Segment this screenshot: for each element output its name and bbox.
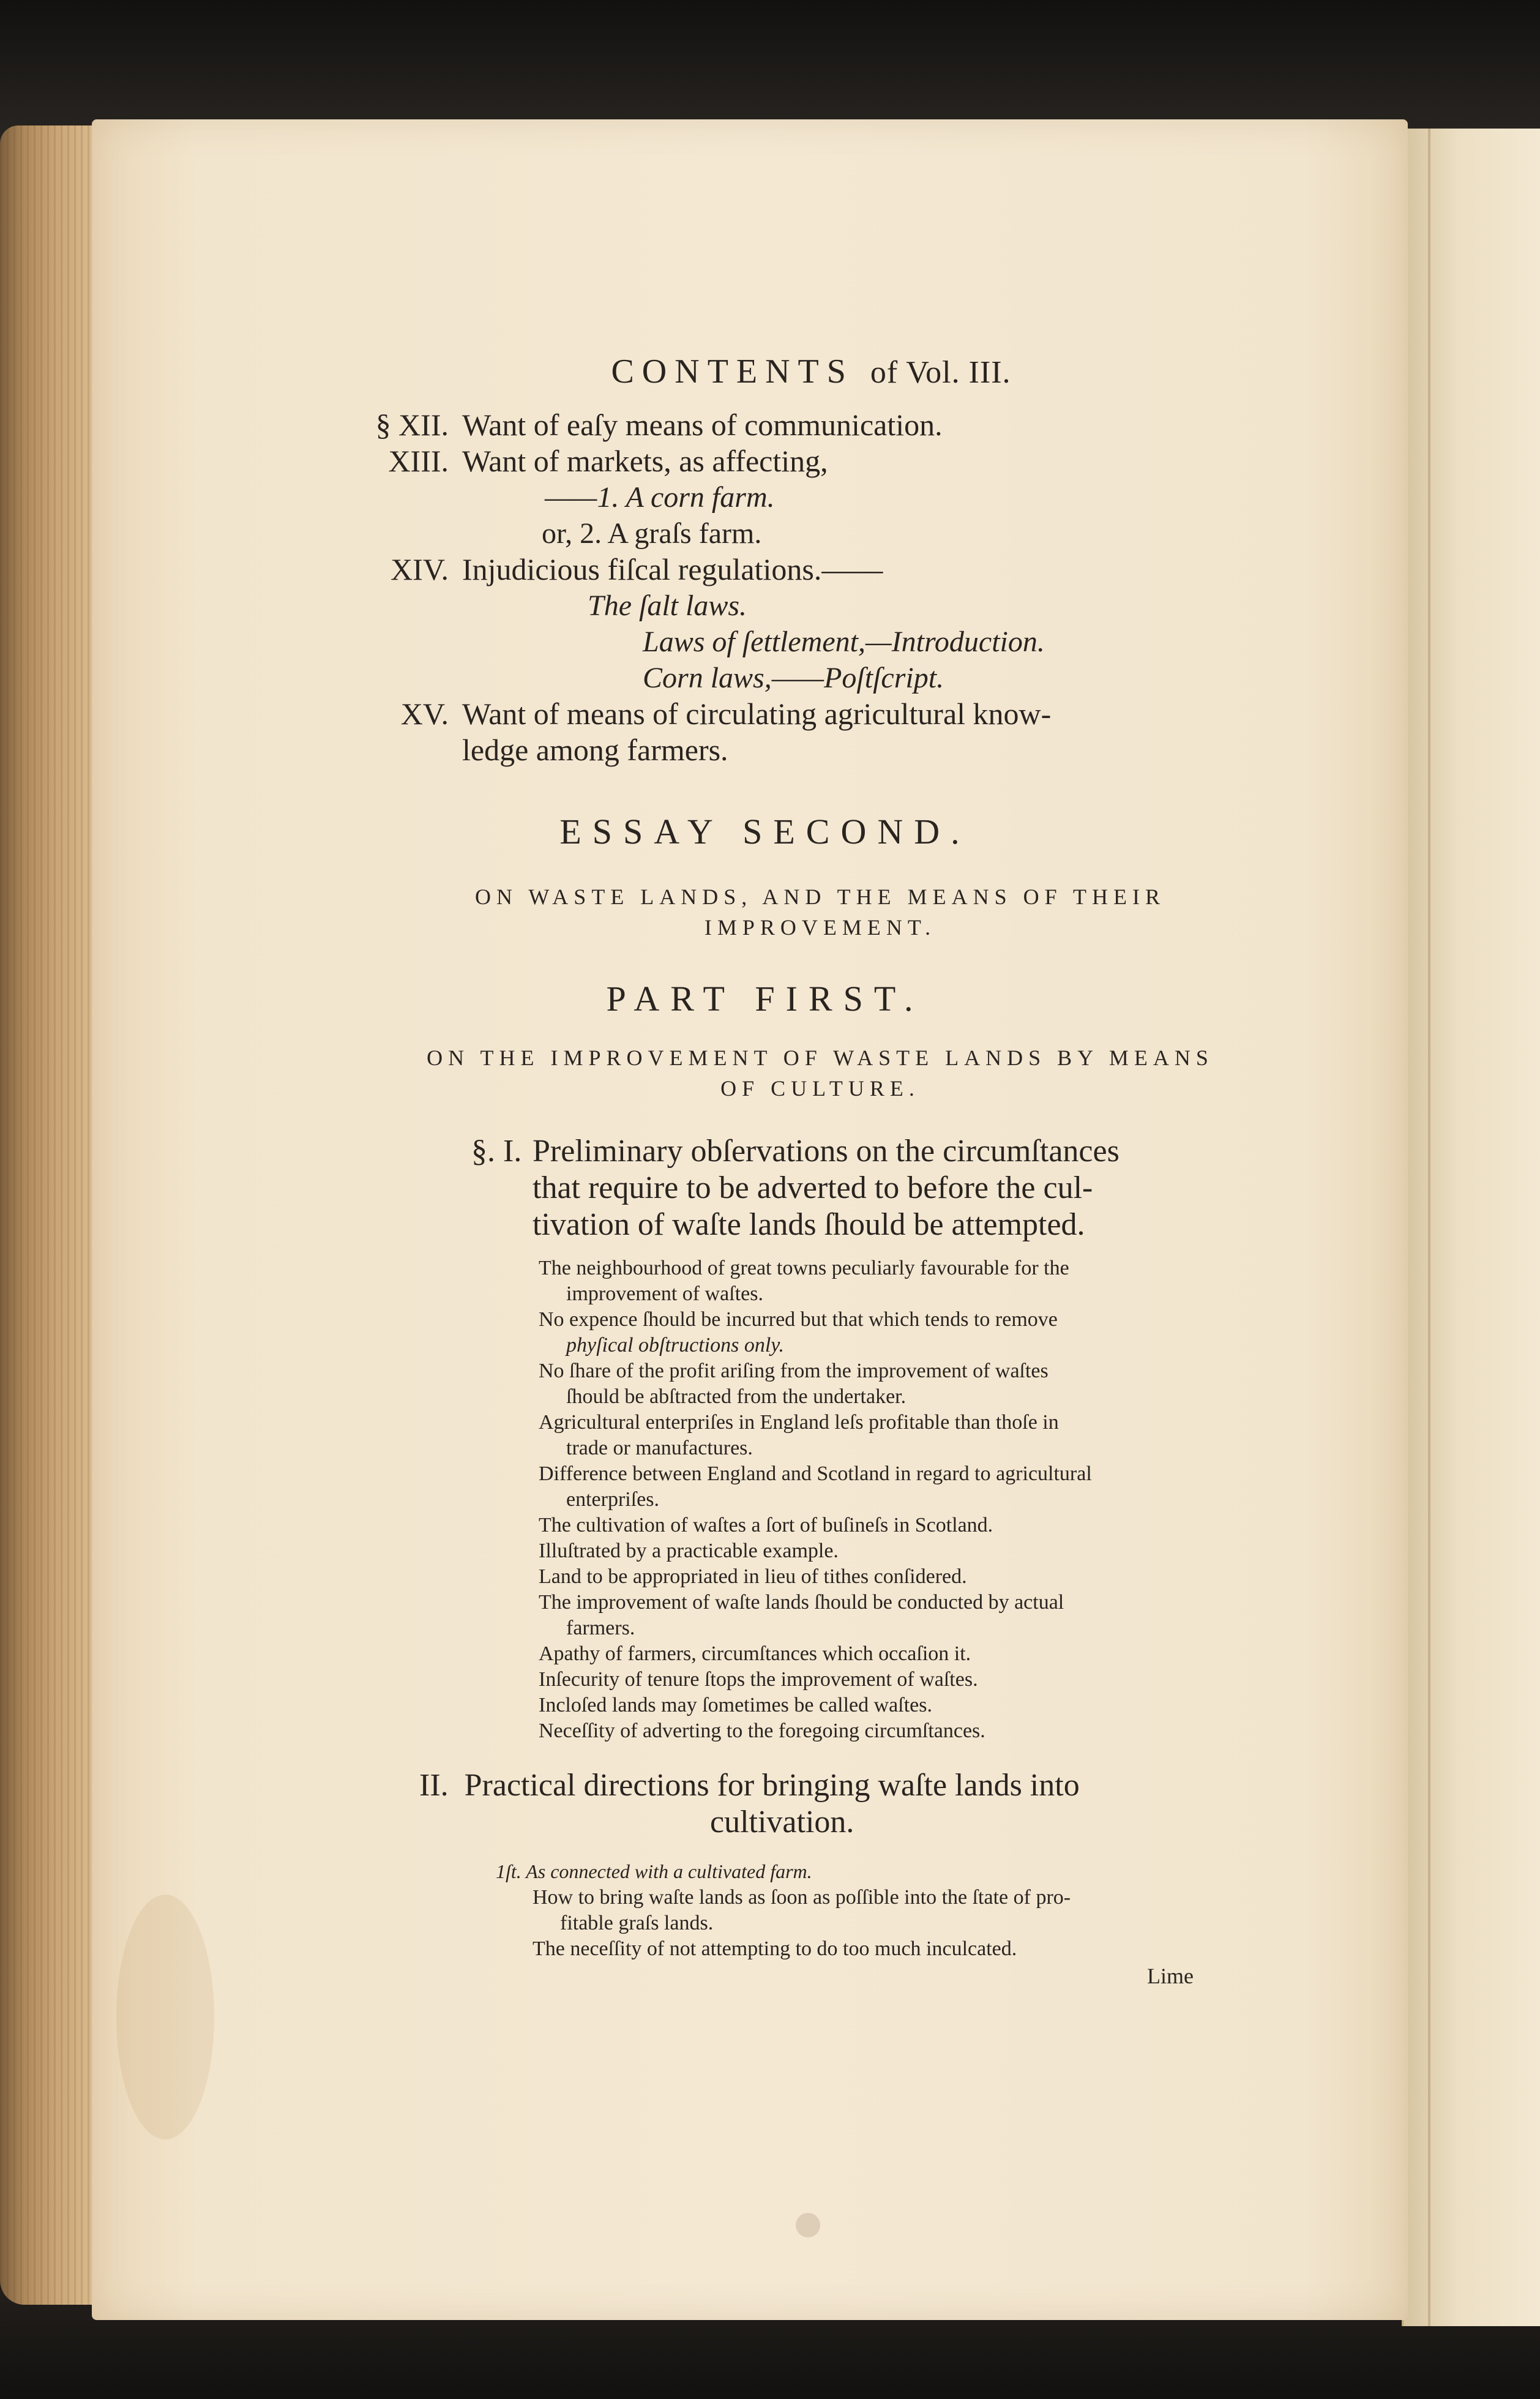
note-item: The neceſſity of not attempting to do too much inculcated. xyxy=(533,1937,1017,1960)
toc-sub-salt: The ſalt laws. xyxy=(588,589,747,622)
facing-page-edge xyxy=(1402,129,1540,2326)
note-item: Difference between England and Scotland in regard to agricultural enterpriſes. xyxy=(539,1462,1092,1511)
essay-subtitle: ON WASTE LANDS, AND THE MEANS OF THEIR IMPROVEMENT. xyxy=(474,885,1166,940)
note-item: Incloſed lands may ſometimes be called waſtes. xyxy=(539,1694,932,1716)
section-line: that require to be adverted to before the cul- xyxy=(533,1170,1093,1205)
note-item: No expence ſhould be incurred but that which tends to remove phyſical obſtructions only. xyxy=(539,1308,1058,1357)
toc-sub-corn: ——1. A corn farm. xyxy=(545,481,775,514)
subsection-heading: 1ſt. As connected with a cultivated farm. xyxy=(496,1860,812,1882)
note-item: No ſhare of the profit ariſing from the improvement of waſtes ſhould be abſtracted from the undertaker. xyxy=(539,1360,1048,1408)
note-item: How to bring waſte lands as ſoon as poſſible into the ſtate of pro- fitable graſs lands. xyxy=(533,1886,1071,1934)
part-heading: PART FIRST. xyxy=(606,979,924,1019)
toc-text: Want of means of circulating agricultural know- xyxy=(462,697,1052,731)
title-main: CONTENTS xyxy=(611,353,854,391)
toc-sub-grass: or, 2. A graſs farm. xyxy=(542,517,762,550)
toc-number: XIII. xyxy=(388,444,449,478)
note-item: The cultivation of waſtes a ſort of buſineſs in Scotland. xyxy=(539,1514,993,1536)
catchword: Lime xyxy=(1147,1964,1194,1988)
section-line: Practical directions for bringing waſte lands into xyxy=(464,1768,1080,1803)
section-1-heading xyxy=(343,1133,1132,1243)
toc-number: XIV. xyxy=(391,552,449,586)
essay-heading: ESSAY SECOND. xyxy=(559,812,971,851)
section-2-notes xyxy=(343,1885,1138,1962)
toc-entry-xv xyxy=(343,696,1261,732)
page-title xyxy=(502,352,1120,391)
note-item: Illuſtrated by a practicable example. xyxy=(539,1540,839,1562)
note-item: Apathy of farmers, circumſtances which occaſion it. xyxy=(539,1642,971,1665)
note-item: Neceſſity of adverting to the foregoing circumſtances. xyxy=(539,1720,985,1742)
paper-stain xyxy=(116,1895,214,2139)
section-line: tivation of waſte lands ſhould be attempted. xyxy=(533,1207,1085,1242)
section-number: II. xyxy=(419,1768,449,1803)
note-item: Inſecurity of tenure ſtops the improvement of waſtes. xyxy=(539,1668,978,1691)
section-1-notes xyxy=(343,1256,1138,1744)
note-item: The improvement of waſte lands ſhould be conducted by actual farmers. xyxy=(539,1591,1064,1639)
note-item: Agricultural enterpriſes in England leſs profitable than thoſe in trade or manufactures. xyxy=(539,1411,1059,1459)
paper-spot xyxy=(796,2213,820,2237)
note-item: The neighbourhood of great towns peculiarly favourable for the improvement of waſtes. xyxy=(539,1257,1069,1305)
toc-text: Want of eaſy means of communication. xyxy=(462,408,943,442)
toc-entry-xiv xyxy=(343,552,1261,588)
note-item: Land to be appropriated in lieu of tithes conſidered. xyxy=(539,1565,967,1588)
toc-entry-xii xyxy=(343,407,1261,443)
toc-number: XV. xyxy=(400,697,449,731)
contents-text xyxy=(343,352,1261,2017)
toc-text: Injudicious fiſcal regulations.—— xyxy=(462,552,883,586)
toc-sub-settlement: Laws of ſettlement,—Introduction. xyxy=(643,626,1045,658)
section-line: cultivation. xyxy=(710,1805,854,1839)
section-2-heading xyxy=(343,1767,1261,1804)
title-volume: of Vol. III. xyxy=(870,355,1011,390)
part-subtitle: ON THE IMPROVEMENT OF WASTE LANDS BY MEANS OF CULTURE. xyxy=(427,1046,1214,1101)
toc-text: Want of markets, as affecting, xyxy=(462,444,828,478)
toc-sub-cornlaws: Corn laws,——Poſtſcript. xyxy=(643,662,944,694)
toc-number: § XII. xyxy=(375,408,449,442)
section-line: Preliminary obſervations on the circumſtances xyxy=(533,1134,1119,1169)
toc-entry-xiii xyxy=(343,443,1261,479)
toc-continuation: ledge among farmers. xyxy=(462,733,728,767)
section-number: §. I. xyxy=(471,1134,522,1169)
